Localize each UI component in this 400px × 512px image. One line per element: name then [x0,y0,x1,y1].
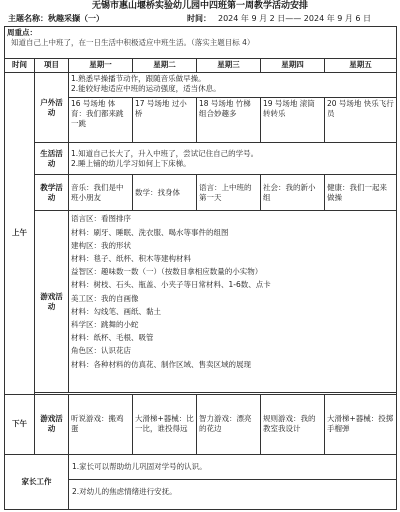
section-morning: 上午 [5,72,35,394]
outdoor-cell-4: 19 号场地 滚筒转转乐 [261,98,325,143]
teaching-cell-3: 语言：上中班的第一天 [197,175,261,211]
outdoor-cell-5: 20 号场地 快乐飞行员 [325,98,397,143]
afternoon-row [5,394,397,454]
games-line: 语言区：看图排序 [71,214,131,224]
afternoon-cell-2: 大滑梯+器械：比一比，谁投得远 [133,394,197,454]
header-day-4: 星期四 [261,58,325,72]
afternoon-cell-1: 听说游戏：搬鸡蛋 [69,394,133,454]
games-line: 材料：树枝、石头、瓶盖、小夹子等日常材料、1-6数、点卡 [71,280,271,290]
focus-label: 周重点： [7,28,37,37]
teaching-cell-1: 音乐：我们是中班小朋友 [69,175,133,211]
games-line: 材料：勾线笔、画纸、黏土 [71,306,161,316]
header-day-1: 星期一 [69,58,133,72]
outdoor-label: 户外活动 [35,72,69,142]
games-line: 材料：纸杯、毛根、吸管 [71,333,154,343]
life-note-1: 1.知道自己长大了，升入中班了，尝试记住自己的学号。 [71,148,259,158]
theme-label: 主题名称：秋趣采撷（一） [8,14,104,23]
games-line: 角色区：认识花店 [71,346,131,356]
header-day-3: 星期三 [197,58,261,72]
teaching-label: 教学活动 [35,175,69,211]
afternoon-cell-4: 规则游戏：我的教室我设计 [261,394,325,454]
games-line: 科学区：跳舞的小蛇 [71,320,139,330]
games-label: 游戏活动 [35,211,69,392]
afternoon-cell-3: 智力游戏：漂亮的花边 [197,394,261,454]
outdoor-cell-3: 18 号场地 竹梯组合妙趣多 [197,98,261,143]
teaching-cell-2: 数学：找身体 [133,175,197,211]
family-notes [69,454,397,509]
page-title: 无锡市惠山堰桥实验幼儿园中四班第一周教学活动安排 [91,1,308,11]
life-label: 生活活动 [35,143,69,175]
afternoon-games-label: 游戏活动 [35,394,69,454]
time-value: 2024 年 9 月 2 日—— 2024 年 9 月 6 日 [218,14,372,23]
header-day-2: 星期二 [133,58,197,72]
teaching-row [5,175,397,211]
games-line: 益智区：趣味数一数（一）（按数目拿相应数量的小实物） [71,267,263,277]
header-day-5: 星期五 [325,58,397,72]
section-afternoon: 下午 [5,394,35,454]
header-item: 项目 [35,58,69,72]
outdoor-row-lines [5,72,397,98]
teaching-cell-5: 健康：我们一起来做操 [325,175,397,211]
outdoor-cell-1: 16 号场地 体育：我们都来跳一跳 [69,98,133,143]
family-row [5,454,397,509]
afternoon-cell-5: 大滑梯+器械：投掷手榴弹 [325,394,397,454]
family-note-2: 2.对幼儿的焦虑情绪进行安抚。 [72,486,177,496]
time-label: 时间： [187,14,211,23]
focus-text: 知道自己上中班了，在一日生活中积极适应中班生活。（落实主题目标 4） [11,38,255,47]
meta-line [0,13,400,24]
teaching-cell-4: 社会：我的新小组 [261,175,325,211]
header-row [5,58,397,72]
games-line: 材料：各种材料的仿真花、制作区域、售卖区域的展现 [71,359,251,369]
games-line: 材料：刷牙、睡眠、洗衣服、喝水等事件的组图 [71,227,229,237]
section-family: 家长工作 [5,454,69,509]
outdoor-cell-2: 17 号场地 过小桥 [133,98,197,143]
schedule-table [4,26,397,510]
life-row [5,143,397,175]
games-row [5,211,397,392]
outdoor-notes [69,72,397,98]
outdoor-note-2: 2.能较好地适应中班的运动强度，适当休息。 [71,83,221,93]
life-note-2: 2.睡上铺的幼儿学习如何上下床梯。 [71,158,191,168]
life-notes [69,143,397,175]
games-line: 材料：毯子、纸杯、积木等建构材料 [71,254,191,264]
games-line: 美工区：我的自画像 [71,293,139,303]
games-line: 建构区：我的形状 [71,240,131,250]
header-time: 时间 [5,58,35,72]
family-note-1: 1.家长可以帮助幼儿巩固对学号的认识。 [69,455,396,480]
focus-row [5,27,397,59]
outdoor-note-1: 1.熟悉早操播节动作，跟随音乐做早操。 [71,73,206,83]
games-notes [69,211,397,392]
